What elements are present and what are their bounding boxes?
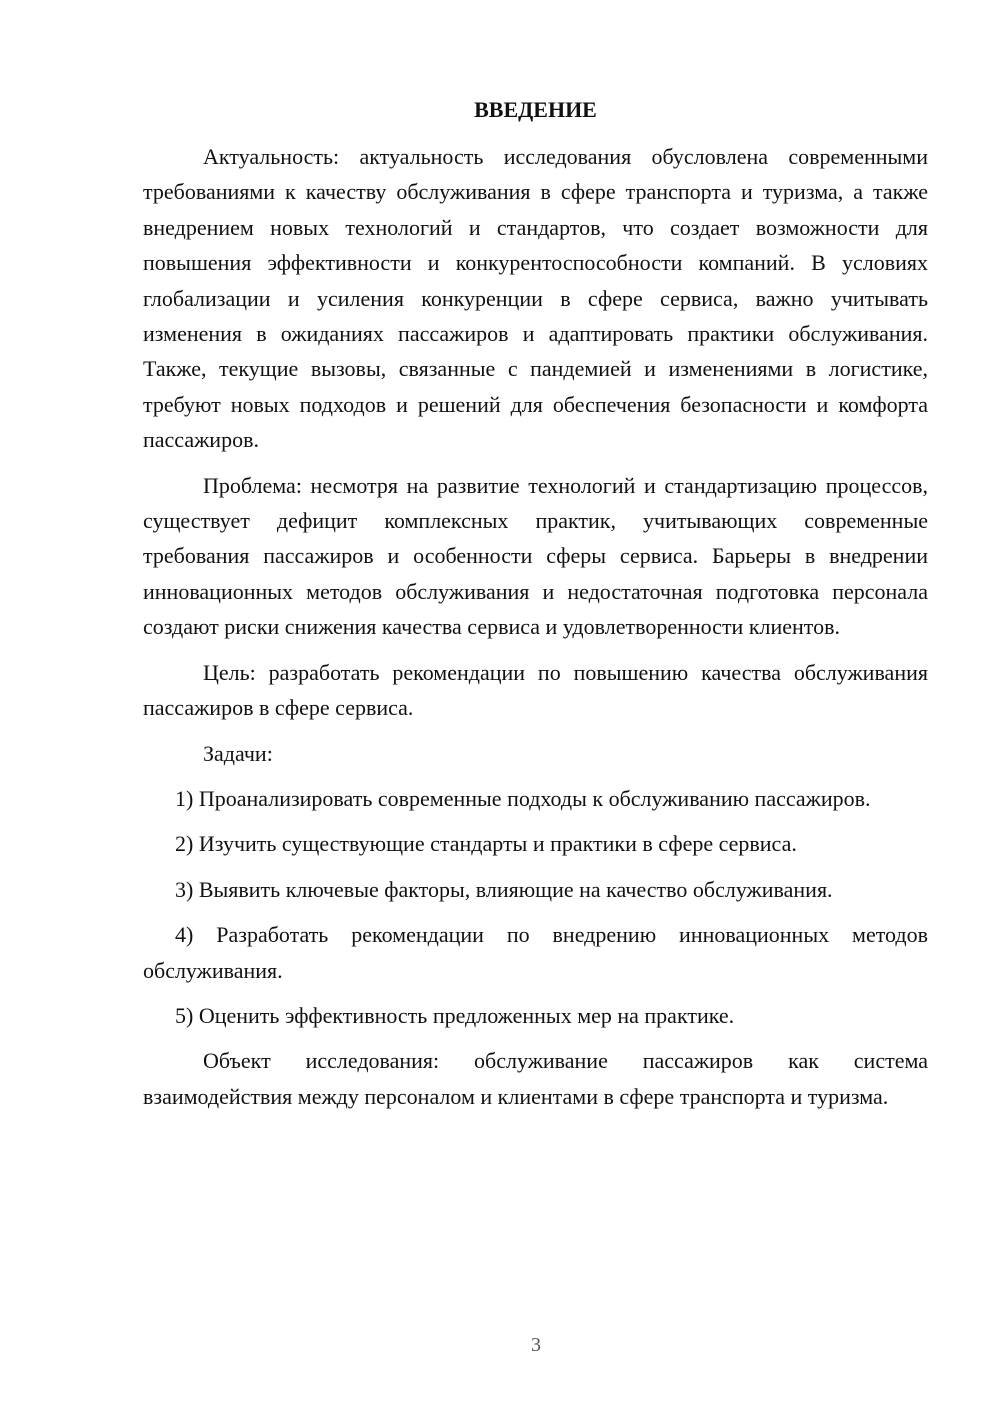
paragraph-goal: Цель: разработать рекомендации по повышению качества обслуживания пассажиров в сфере сервиса. (143, 659, 928, 721)
tasks-heading: Задачи: (203, 740, 273, 766)
page-number: 3 (531, 1334, 541, 1356)
page-title: ВВЕДЕНИЕ (474, 97, 597, 122)
task-item-3: 3) Выявить ключевые факторы, влияющие на качество обслуживания. (175, 876, 833, 902)
paragraph-object: Объект исследования: обслуживание пассажиров как система взаимодействия между персоналом и клиентами в сфере транспорта и туризма. (143, 1048, 928, 1109)
task-item-5: 5) Оценить эффективность предложенных мер на практике. (175, 1002, 735, 1028)
task-item-1: 1) Проанализировать современные подходы к обслуживанию пассажиров. (175, 785, 871, 811)
task-item-4: 4) Разработать рекомендации по внедрению инновационных методов обслуживания. (143, 922, 928, 983)
paragraph-relevance: Актуальность: актуальность исследования обусловлена современными требованиями к качеству обслуживания в сфере транспорта и туризма, а также внедрением новых технологий и стандартов, что создает возможности для повышения эффективности и конкурентоспособности компаний. В условиях глобализации и усиления конкуренции в сфере сервиса, важно учитывать изменения в ожиданиях пассажиров и адаптировать практики обслуживания. Также, текущие вызовы, связанные с пандемией и изменениями в логистике, требуют новых подходов и решений для обеспечения безопасности и комфорта пассажиров. (143, 144, 928, 453)
task-item-2: 2) Изучить существующие стандарты и практики в сфере сервиса. (175, 831, 797, 857)
page-content (143, 92, 928, 1124)
paragraph-problem: Проблема: несмотря на развитие технологий и стандартизацию процессов, существует дефицит комплексных практик, учитывающих современные требования пассажиров и особенности сферы сервиса. Барьеры в внедрении инновационных методов обслуживания и недостаточная подготовка персонала создают риски снижения качества сервиса и удовлетворенности клиентов. (143, 472, 928, 640)
